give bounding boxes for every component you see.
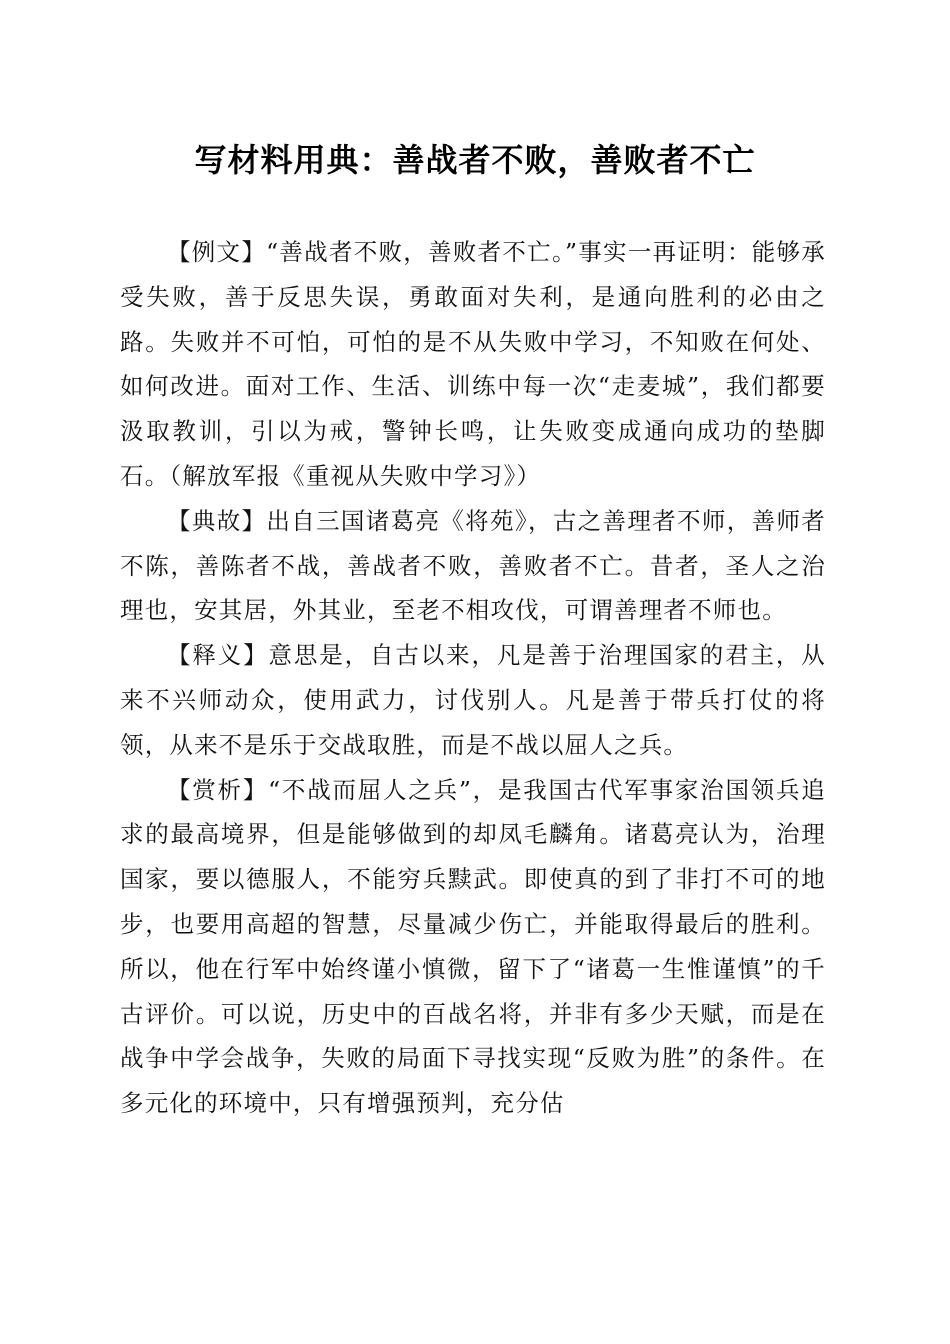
paragraph-meaning: 【释义】意思是，自古以来，凡是善于治理国家的君主，从来不兴师动众，使用武力，讨伐别人。凡是善于带兵打仗的将领，从来不是乐于交战取胜，而是不战以屈人之兵。 xyxy=(120,641,826,759)
page-title: 写材料用典：善战者不败，善败者不亡 xyxy=(194,141,756,179)
paragraph-allusion: 【典故】出自三国诸葛亮《将苑》，古之善理者不师，善师者不陈，善陈者不战，善战者不败，善败者不亡。昔者，圣人之治理也，安其居，外其业，至老不相攻伐，可谓善理者不师也。 xyxy=(120,506,826,625)
document-body xyxy=(120,230,826,1126)
paragraph-appreciation: 【赏析】“不战而屈人之兵”，是我国古代军事家治国领兵追求的最高境界，但是能够做到的却凤毛麟角。诸葛亮认为，治理国家，要以德服人，不能穷兵黩武。即使真的到了非打不可的地步，也要用高超的智慧，尽量减少伤亡，并能取得最后的胜利。所以，他在行军中始终谨小慎微，留下了“诸葛一生惟谨慎”的千古评价。可以说，历史中的百战名将，并非有多少天赋，而是在战争中学会战争，失败的局面下寻找实现“反败为胜”的条件。在多元化的环境中，只有增强预判，充分估 xyxy=(120,775,826,1118)
paragraph-example: 【例文】“善战者不败，善败者不亡。”事实一再证明：能够承受失败，善于反思失误，勇敢面对失利，是通向胜利的必由之路。失败并不可怕，可怕的是不从失败中学习，不知败在何处、如何改进。面对工作、生活、训练中每一次“走麦城”，我们都要汲取教训，引以为戒，警钟长鸣，让失败变成通向成功的垫脚石。（解放军报《重视从失败中学习》） xyxy=(120,238,826,490)
